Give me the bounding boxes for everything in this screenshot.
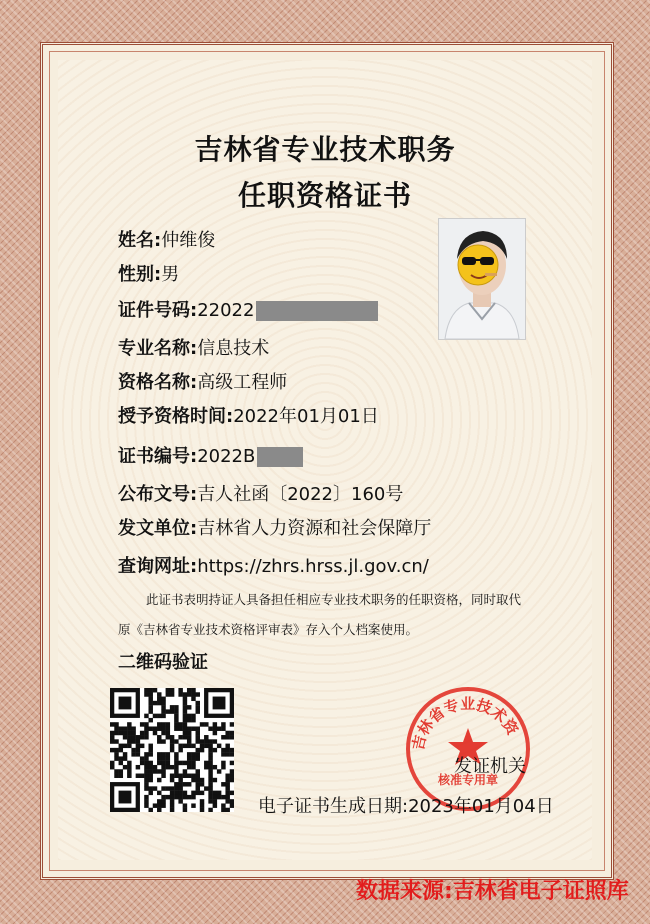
issue-date-label: 电子证书生成日期: (258, 796, 409, 817)
query-url-link[interactable]: https://zhrs.hrss.jl.gov.cn/ (197, 556, 429, 577)
field-label: 性别: (118, 264, 162, 285)
field-value: 2022B (197, 446, 256, 467)
field-label: 发文单位: (118, 518, 198, 539)
qr-code-icon (110, 688, 234, 812)
field-value: 2022年01月01日 (233, 406, 379, 427)
redaction-bar (256, 301, 378, 321)
field-document-number (118, 484, 403, 506)
holder-photo (438, 218, 526, 340)
redaction-bar (257, 447, 303, 467)
field-label: 授予资格时间: (118, 406, 234, 427)
qr-verify-label: 二维码验证 (118, 652, 208, 673)
field-value: 仲维俊 (161, 230, 216, 251)
avatar-icon (439, 219, 525, 339)
issue-date-line (258, 792, 554, 818)
field-label: 查询网址: (118, 556, 198, 577)
title-line-1: 吉林省专业技术职务 (194, 133, 456, 166)
field-grant-date (118, 406, 379, 428)
field-label: 资格名称: (118, 372, 198, 393)
field-label: 姓名: (118, 230, 162, 251)
field-value: 吉林省人力资源和社会保障厅 (197, 518, 432, 539)
field-certificate-number (118, 446, 303, 468)
issue-date-value: 2023年01月04日 (408, 796, 554, 817)
field-id-number (118, 300, 378, 322)
field-value: 吉人社函〔2022〕160号 (197, 484, 404, 505)
title-line-2: 任职资格证书 (237, 179, 412, 212)
field-gender (118, 264, 179, 286)
data-source-watermark: 数据来源:吉林省电子证照库 (356, 879, 629, 904)
field-issuing-unit (118, 518, 431, 540)
field-label: 公布文号: (118, 484, 198, 505)
field-qualification (118, 372, 287, 394)
field-value: 男 (161, 264, 180, 285)
field-label: 证书编号: (118, 446, 198, 467)
qr-code[interactable] (110, 688, 234, 812)
field-value: 信息技术 (197, 338, 270, 359)
field-label: 证件号码: (118, 300, 198, 321)
field-name (118, 230, 215, 252)
field-label: 专业名称: (118, 338, 198, 359)
issuing-authority: 发证机关 (454, 756, 526, 777)
field-specialty (118, 338, 269, 360)
field-value: 高级工程师 (197, 372, 288, 393)
seal-arc-text: 吉林省专业技术资 (408, 694, 522, 753)
seal-sub-text: 核准专用章 (437, 773, 499, 787)
field-query-url (118, 556, 429, 578)
note-line-1: 此证书表明持证人具备担任相应专业技术职务的任职资格，同时取代 (146, 592, 522, 607)
note-line-2: 原《吉林省专业技术资格评审表》存入个人档案使用。 (118, 622, 419, 637)
field-value: 22022 (197, 300, 255, 321)
